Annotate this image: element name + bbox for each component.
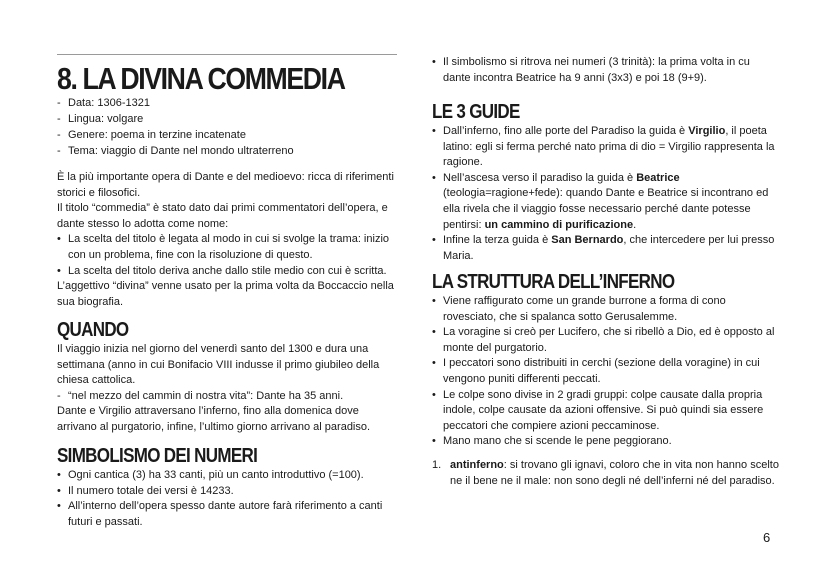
quando-dash-item: - “nel mezzo del cammin di nostra vita”: Dante ha 35 anni. [57, 389, 344, 402]
simbolismo-bullet: • Il simbolismo si ritrova nei numeri (3 trinità): la prima volta in cu dante incontra Beatrice ha 9 anni (3x3) e poi 18 (9+9). [432, 56, 750, 84]
guide-name-beatrice: Beatrice [636, 171, 680, 184]
struttura-section [432, 294, 777, 450]
section-heading-guide: LE 3 GUIDE [432, 101, 520, 123]
struttura-bullet: • Le colpe sono divise in 2 gradi gruppi: colpe causate dalla propria indole, colpe causate da azioni offensive. Si può quindi sia essere peccatori che compiere azioni peccaminose. [432, 388, 764, 432]
simbolismo-bullet: • Ogni cantica (3) ha 33 canti, più un canto introduttivo (=100). [57, 469, 364, 481]
struttura-bullet: • Viene raffigurato come un grande burrone a forma di cono rovesciato, che si spalanca sotto Gerusalemme. [432, 295, 726, 323]
guide-bullet: • Infine la terza guida è San Bernardo, che intercedere per lui presso Maria. [432, 234, 775, 262]
struttura-bullet: • La voragine si creò per Lucifero, che si ribellò a Dio, ed è opposto al monte del purgatorio. [432, 326, 775, 354]
simbolismo-continued [432, 55, 777, 86]
intro-paragraph: Il titolo “commedia” è stato dato dai primi commentatori dell’opera, e dante stesso lo adotta come nome: [57, 202, 388, 230]
guide-emphasis: un cammino di purificazione [484, 218, 634, 231]
guide-bullet: • Nell’ascesa verso il paradiso la guida è Beatrice (teologia=ragione+fede): quando Dante e Beatrice si incontrano ed ella rivela che il viaggio fosse necessario perché dante potesse pentirsi: un cammino di purificazione. [432, 171, 769, 231]
page-number: 6 [763, 530, 771, 545]
section-heading-simbolismo: SIMBOLISMO DEI NUMERI [57, 445, 258, 467]
page-title: 8. LA DIVINA COMMEDIA [57, 61, 345, 96]
intro-bullet: • La scelta del titolo deriva anche dallo stile medio con cui è scritta. [57, 264, 387, 277]
guide-bullet: • Dall’inferno, fino alle porte del Paradiso la guida è Virgilio, il poeta latino: egli si ferma perché nato prima di dio = Virgilio rappresenta la ragione. [432, 125, 775, 169]
quando-section [57, 342, 397, 436]
simbolismo-bullet: • Il numero totale dei versi è 14233. [57, 484, 234, 497]
intro-section [57, 170, 397, 310]
guide-section [432, 124, 777, 264]
struttura-bullet: • Mano mano che si scende le pene peggiorano. [432, 435, 672, 448]
top-rule [57, 54, 397, 55]
section-heading-quando: QUANDO [57, 319, 129, 341]
simbolismo-section [57, 468, 397, 530]
antinferno-term: antinferno [450, 459, 504, 471]
quando-paragraph: Il viaggio inizia nel giorno del venerdì santo del 1300 e dura una settimana (anno in cui Bonifacio VIII indusse il primo giubileo della chiesa cattolica. [57, 343, 380, 387]
section-heading-struttura: LA STRUTTURA DELL’INFERNO [432, 271, 675, 293]
guide-name-virgilio: Virgilio [688, 125, 726, 137]
guide-name-bernardo: San Bernardo [551, 234, 624, 247]
struttura-bullet: • I peccatori sono distribuiti in cerchi (sezione della voragine) in cui vengono puniti differenti peccati. [432, 357, 760, 385]
intro-paragraph: L’aggettivo “divina” venne usato per la prima volta da Boccaccio nella sua biografia. [57, 280, 394, 308]
simbolismo-bullet: • All’interno dell’opera spesso dante autore farà riferimento a canti futuri e passati. [57, 500, 383, 528]
intro-paragraph: È la più importante opera di Dante e del medioevo: ricca di riferimenti storici e filosofici. [57, 171, 394, 199]
quando-paragraph: Dante e Virgilio attraversano l’inferno, fino alla domenica dove arrivano al purgatorio, infine, l’ultimo giorno arrivano al paradiso. [57, 405, 371, 433]
intro-bullet: • La scelta del titolo è legata al modo in cui si svolge la trama: inizio con un problema, fine con la risoluzione di questo. [57, 233, 390, 261]
